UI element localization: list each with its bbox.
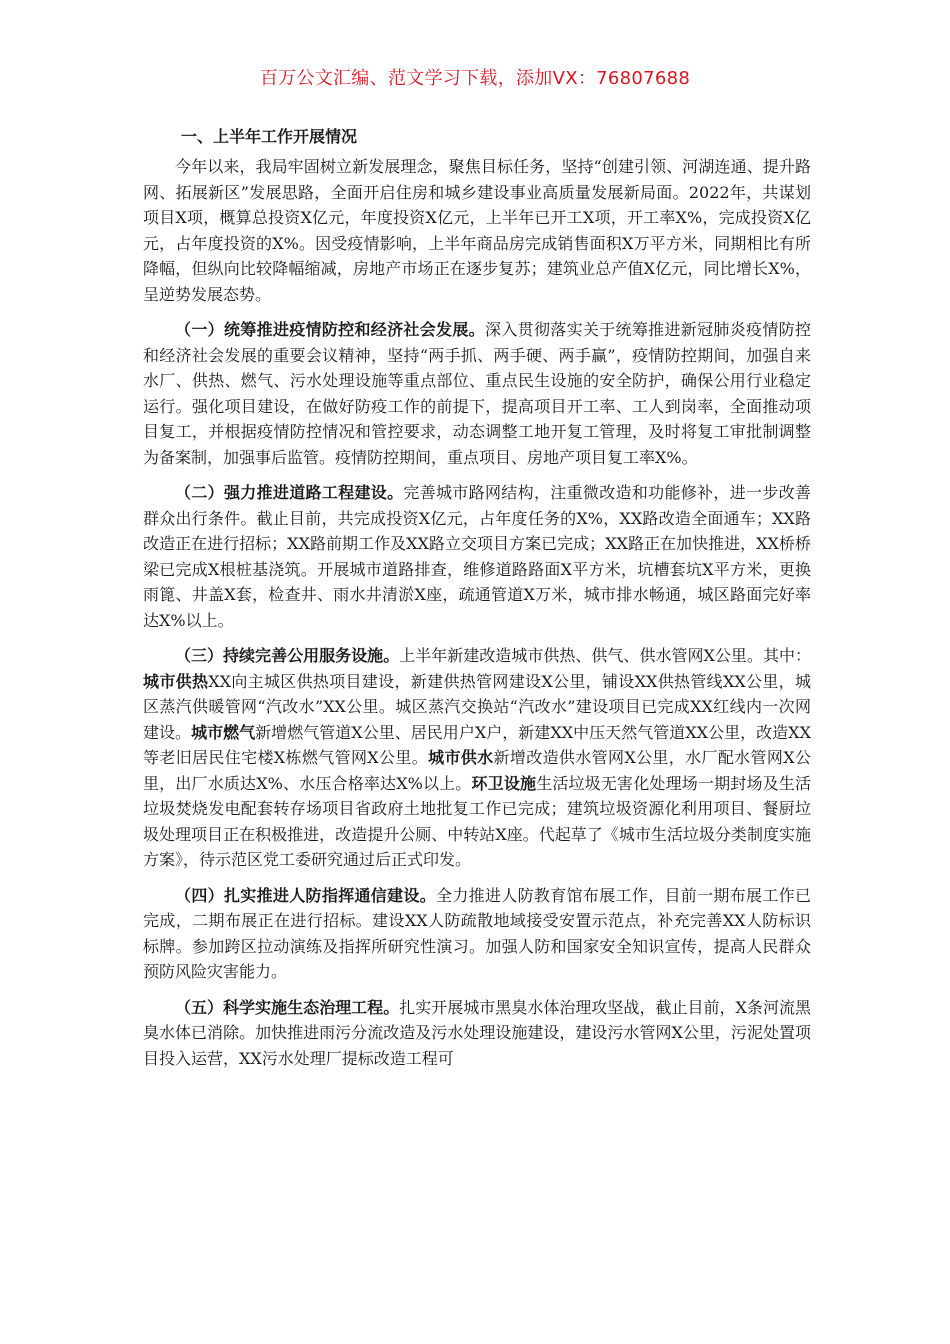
paragraph-ecology-title: （五）科学实施生态治理工程。 [175,997,400,1017]
paragraph-ecology [143,995,811,1072]
paragraph-public-services-body-b: XX向主城区供热项目建设，新建供热管网建设X公里，铺设XX供热管线XX公里，城区蒸汽供暖管网“汽改水”XX公里。城区蒸汽交换站“汽改水”建设项目已完成XX红线内一次网建设。 [143,671,811,742]
paragraph-roads-title: （二）强力推进道路工程建设。 [175,483,404,502]
heating-label: 城市供热 [143,671,209,691]
watermark-header: 百万公文汇编、范文学习下载，添加VX：76807688 [259,68,691,89]
paragraph-public-services-body-d: 新增改造供水管网X公里，水厂配水管网X公里，出厂水质达X%、水压合格率达X%以上。 [143,748,811,793]
document-body [143,124,811,1081]
paragraph-roads [143,480,811,633]
paragraph-ecology-body: 扎实开展城市黑臭水体治理攻坚战，截止目前，X条河流黑臭水体已消除。加快推进雨污分流改造及污水处理设施建设，建设污水管网X公里，污泥处置项目投入运营，XX污水处理厂提标改造工程可 [143,997,811,1068]
paragraph-public-services-body-e: 生活垃圾无害化处理场一期封场及生活垃圾焚烧发电配套转存场项目省政府土地批复工作已完成；建筑垃圾资源化利用项目、餐厨垃圾处理项目正在积极推进，改造提升公厕、中转站X座。代起草了《城市生活垃圾分类制度实施方案》，待示范区党工委研究通过后正式印发。 [143,773,811,869]
paragraph-roads-body: 完善城市路网结构，注重微改造和功能修补，进一步改善群众出行条件。截止目前，共完成投资X亿元，占年度任务的X%，XX路改造全面通车；XX路改造正在进行招标；XX路前期工作及XX路立交项目方案已完成；XX路正在加快推进，XX桥桥梁已完成X根桩基浇筑。开展城市道路排查，维修道路路面X平方米，坑槽套坑X平方米，更换雨篦、井盖X套，检查井、雨水井清淤X座，疏通管道X万米，城市排水畅通，城区路面完好率达X%以上。 [143,483,811,630]
sanitation-label: 环卫设施 [471,773,537,793]
water-label: 城市供水 [428,748,494,767]
intro-paragraph: 今年以来，我局牢固树立新发展理念，聚焦目标任务，坚持“创建引领、河湖连通、提升路网、拓展新区”发展思路，全面开启住房和城乡建设事业高质量发展新局面。2022年，共谋划项目X项，概算总投资X亿元，年度投资X亿元，上半年已开工X项，开工率X%，完成投资X亿元，占年度投资的X%。因受疫情影响，上半年商品房完成销售面积X万平方米，同期相比有所降幅，但纵向比较降幅缩减，房地产市场正在逐步复苏；建筑业总产值X亿元，同比增长X%，呈逆势发展态势。 [143,157,811,304]
paragraph-civil-defense [143,883,811,985]
paragraph-civil-defense-title: （四）扎实推进人防指挥通信建设。 [175,885,437,905]
section-heading: 一、上半年工作开展情况 [181,127,358,146]
paragraph-public-services-body-c: 新增燃气管道X公里、居民用户X户，新建XX中压天然气管道XX公里，改造XX等老旧居民住宅楼X栋燃气管网X公里。 [143,722,811,767]
paragraph-public-services [143,643,811,873]
paragraph-civil-defense-body: 全力推进人防教育馆布展工作，目前一期布展工作已完成，二期布展正在进行招标。建设XX人防疏散地域接受安置示范点，补充完善XX人防标识标牌。参加跨区拉动演练及指挥所研究性演习。加强人防和国家安全知识宣传，提高人民群众预防风险灾害能力。 [143,885,811,981]
paragraph-public-services-body-a: 上半年新建改造城市供热、供气、供水管网X公里。其中： [399,646,811,665]
paragraph-epidemic [143,317,811,470]
gas-label: 城市燃气 [191,722,256,742]
paragraph-epidemic-title: （一）统筹推进疫情防控和经济社会发展。 [175,320,485,339]
paragraph-epidemic-body: 深入贯彻落实关于统筹推进新冠肺炎疫情防控和经济社会发展的重要会议精神，坚持“两手抓、两手硬、两手赢”，疫情防控期间，加强自来水厂、供热、燃气、污水处理设施等重点部位、重点民生设施的安全防护，确保公用行业稳定运行。强化项目建设，在做好防疫工作的前提下，提高项目开工率、工人到岗率，全面推动项目复工，并根据疫情防控情况和管控要求，动态调整工地开复工管理，及时将复工审批制调整为备案制，加强事后监管。疫情防控期间，重点项目、房地产项目复工率X%。 [143,320,811,467]
paragraph-public-services-title: （三）持续完善公用服务设施。 [175,646,400,665]
